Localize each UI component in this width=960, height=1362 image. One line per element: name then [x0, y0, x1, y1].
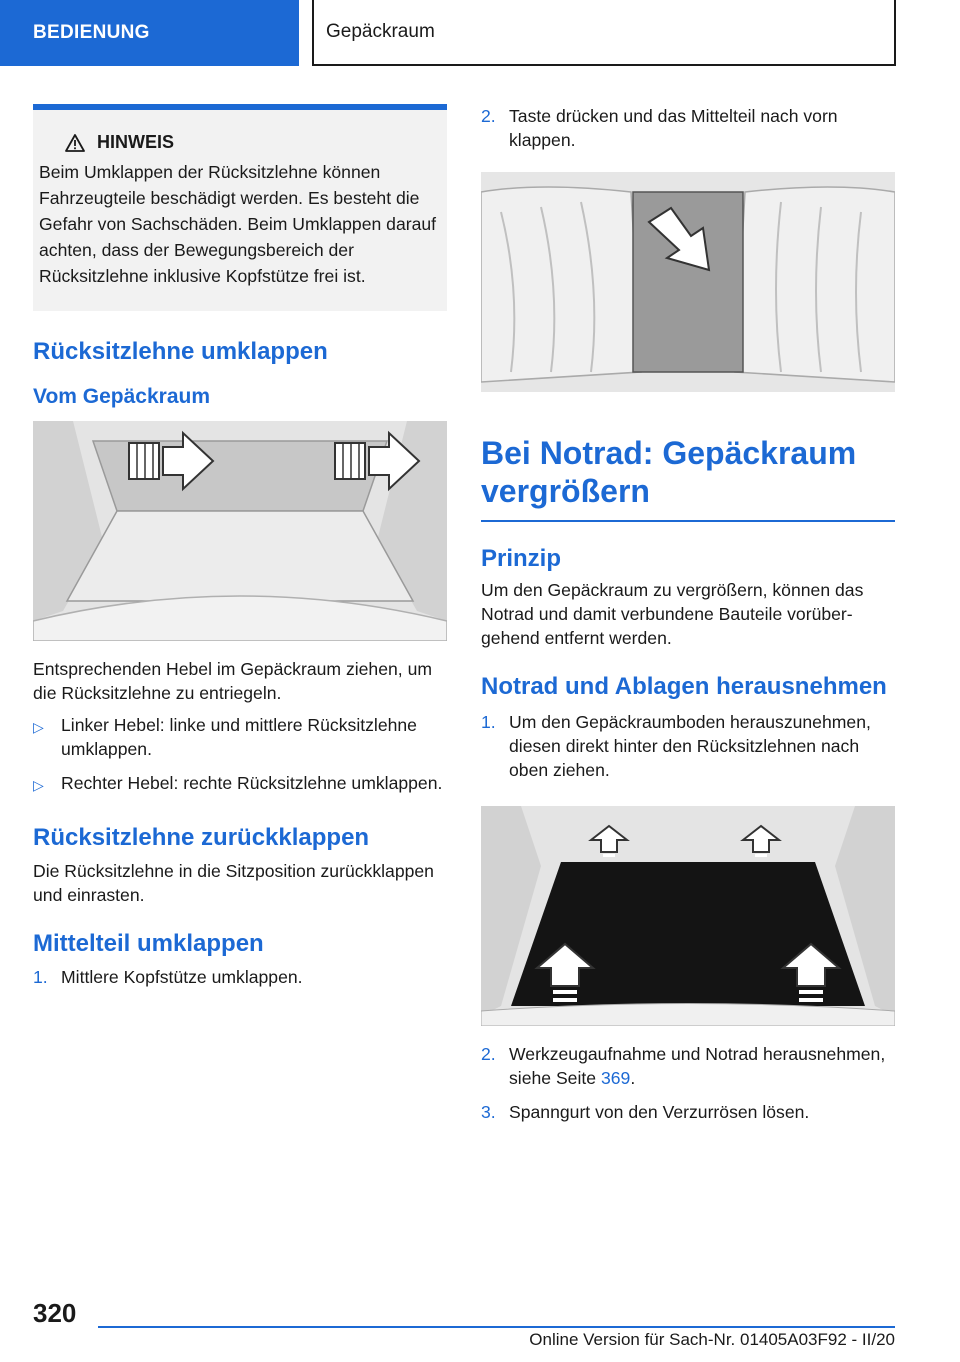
step-text-after: .	[630, 1068, 636, 1088]
footer-text: Online Version für Sach-Nr. 01405A03F92 - II/20	[529, 1330, 895, 1349]
section-title-principle: Prinzip	[481, 545, 562, 572]
middle-step-1	[33, 965, 447, 989]
step-number: 1.	[481, 712, 496, 732]
bullet-text: Rechter Hebel: rechte Rücksitzlehne umklappen.	[61, 773, 443, 793]
fold-down-text: Entsprechenden Hebel im Gepäckraum ziehen, um die Rücksitzlehne zu entriegeln.	[33, 659, 433, 703]
step-number: 1.	[33, 967, 48, 987]
section-title-middle: Mittelteil umklappen	[33, 930, 264, 957]
step-number: 2.	[481, 106, 496, 126]
bullet-right-lever	[33, 771, 447, 797]
bullet-left-lever	[33, 713, 447, 761]
step-text: Um den Gepäckraumboden herauszunehmen, diesen direkt hinter den Rücksitzlehnen nach oben ziehen.	[509, 712, 871, 780]
principle-text: Um den Gepäckraum zu vergrößern, können das Notrad und damit verbundene Bauteile vorübergehend entfernt werden.	[481, 580, 864, 648]
trunk-floor-lift-illustration	[481, 806, 895, 1026]
warning-triangle-icon	[65, 134, 85, 152]
step-text: Mittlere Kopfstütze umklappen.	[61, 967, 303, 987]
step-number: 2.	[481, 1044, 496, 1064]
section-label: BEDIENUNG	[33, 22, 150, 43]
remove-step-1	[481, 710, 895, 782]
section-title-remove: Notrad und Ablagen herausnehmen	[481, 673, 887, 700]
page-link[interactable]: 369	[600, 1068, 631, 1088]
notice-box	[33, 104, 447, 311]
step-text-wrap	[509, 1042, 895, 1090]
section-title-fold-down: Rücksitzlehne umklappen	[33, 338, 328, 365]
step-text: Spanngurt von den Verzurrösen lösen.	[509, 1102, 810, 1122]
step-number: 3.	[481, 1102, 496, 1122]
trunk-levers-illustration	[33, 421, 447, 641]
chapter-label: Gepäckraum	[326, 21, 435, 42]
section-tab	[0, 0, 299, 66]
middle-step-2	[481, 104, 895, 152]
notice-label: HINWEIS	[97, 132, 175, 152]
page-number: 320	[33, 1298, 77, 1328]
right-column	[481, 104, 895, 1134]
chapter-header	[312, 0, 896, 66]
bullet-text: Linker Hebel: linke und mittlere Rücksitzlehne umklappen.	[61, 715, 417, 759]
remove-step-2	[481, 1042, 895, 1090]
notice-text: Beim Umklappen der Rücksitzlehne können Fahrzeugteile beschädigt werden. Es besteht die Gefahr von Sachschäden. Beim Umklappen darauf achten, dass der Bewegungsbereich der Rücksitzlehne inklusive Kopfstütze frei ist.	[39, 162, 437, 286]
notice-header	[39, 132, 439, 153]
title-rule	[481, 520, 895, 522]
footer-rule	[98, 1326, 895, 1328]
step-text: Werkzeugaufnahme und Notrad herausnehmen, siehe Seite	[509, 1044, 886, 1088]
rear-seat-middle-section-illustration	[481, 172, 895, 392]
bullet-triangle-icon: ▷	[33, 719, 44, 735]
fold-back-text: Die Rücksitzlehne in die Sitzposition zurückklappen und einrasten.	[33, 861, 434, 905]
subsection-title-from-trunk: Vom Gepäckraum	[33, 385, 211, 408]
bullet-triangle-icon: ▷	[33, 777, 44, 793]
step-text: Taste drücken und das Mittelteil nach vorn klappen.	[509, 106, 838, 150]
remove-step-3	[481, 1100, 895, 1124]
left-column	[33, 104, 447, 999]
section-title-fold-back: Rücksitzlehne zurückklappen	[33, 824, 370, 851]
main-title-spare-wheel: Bei Notrad: Gepäckraum vergrößern	[481, 435, 857, 509]
